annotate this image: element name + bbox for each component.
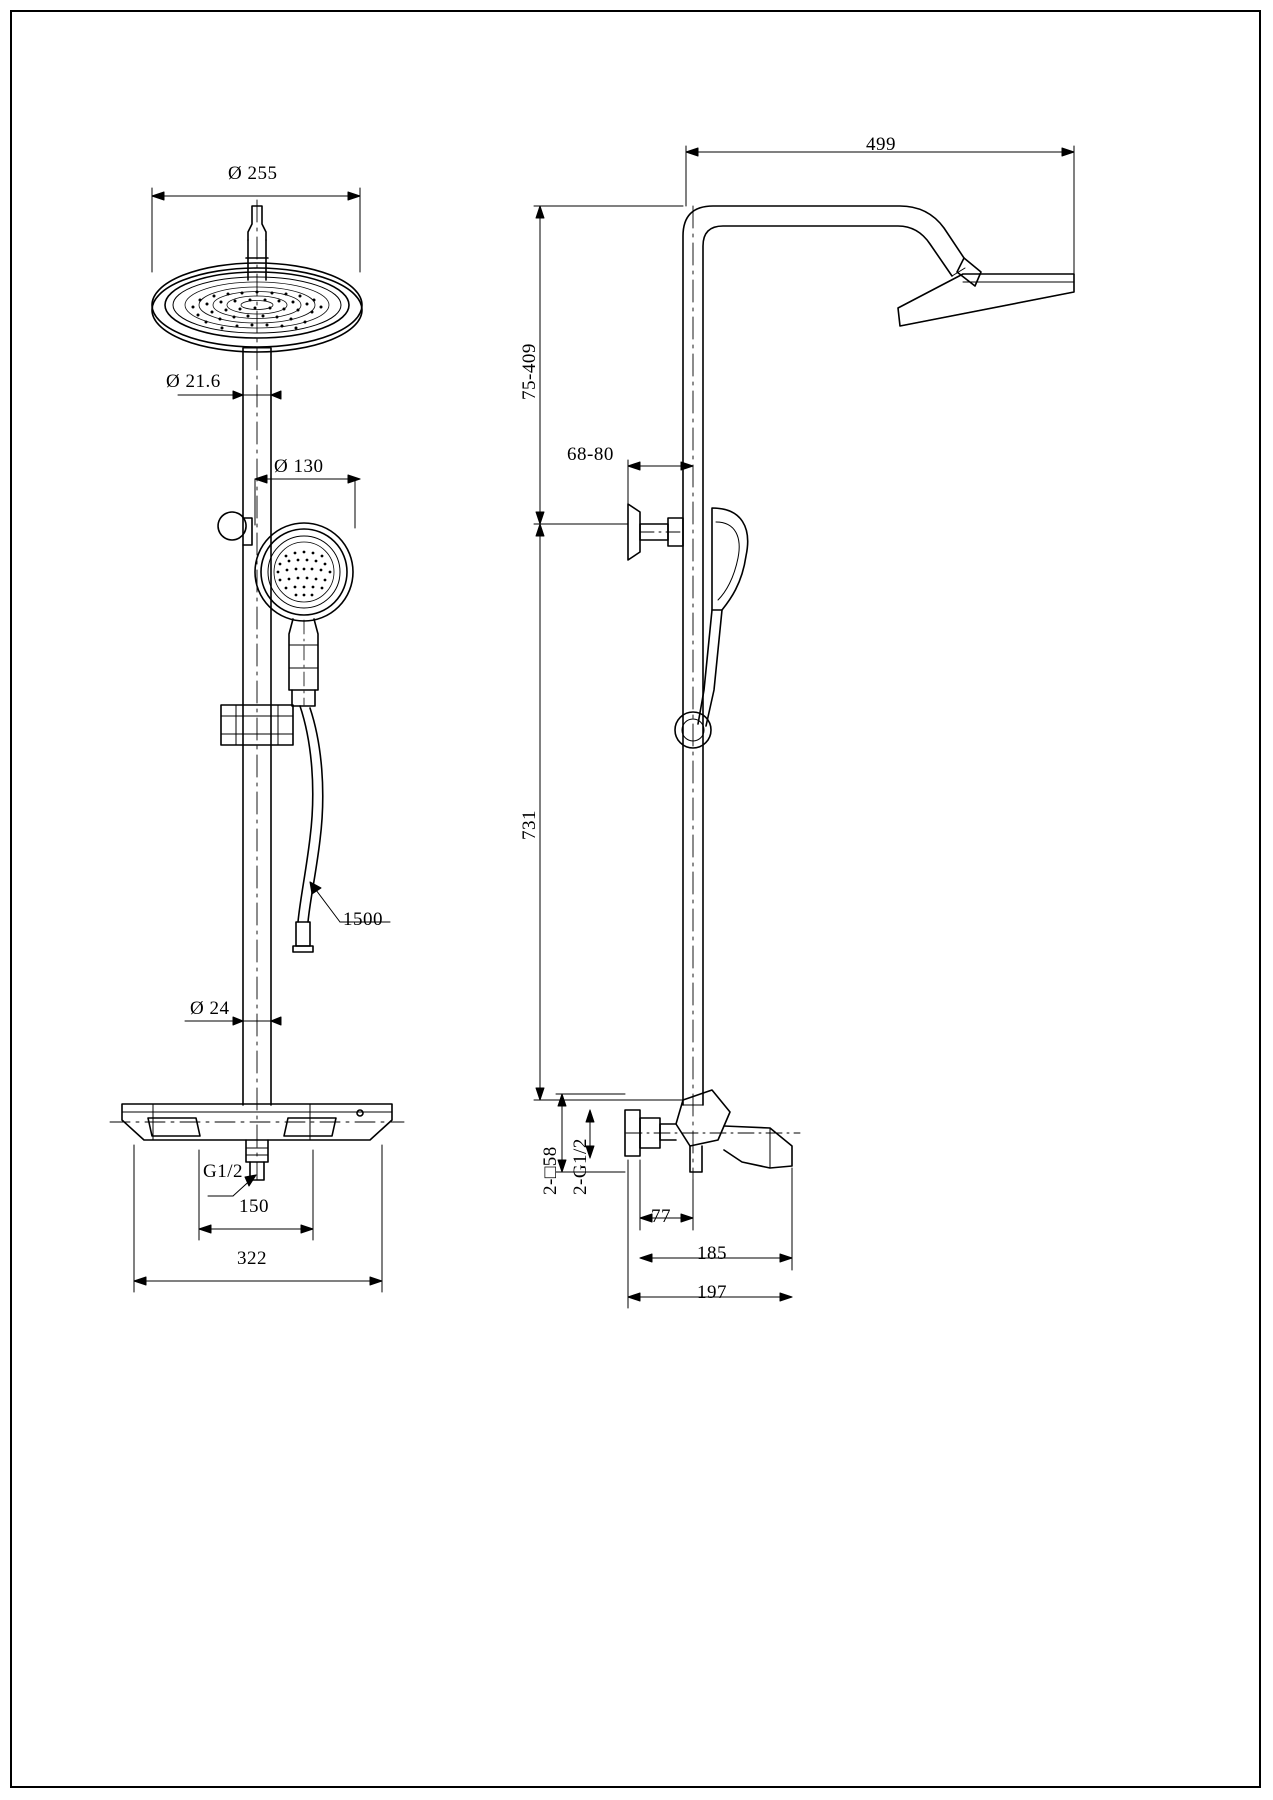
dim-overall-projection: 197 bbox=[697, 1282, 727, 1303]
dim-hose-length: 1500 bbox=[343, 909, 383, 930]
dim-inlet-thread-side: 2-G1/2 bbox=[570, 1138, 591, 1195]
dim-arm-projection: 499 bbox=[866, 134, 896, 155]
dim-head-height-range: 75-409 bbox=[519, 343, 540, 400]
dim-spout-projection: 185 bbox=[697, 1243, 727, 1264]
dim-riser-height: 731 bbox=[519, 810, 540, 840]
dim-inlet-thread-front: G1/2 bbox=[203, 1161, 243, 1182]
dim-inlet-square: 2-□58 bbox=[540, 1146, 561, 1195]
dim-body-depth: 77 bbox=[651, 1206, 671, 1227]
dim-inlet-centres: 150 bbox=[239, 1196, 269, 1217]
dim-hand-shower-diameter: Ø 130 bbox=[274, 456, 324, 477]
dim-body-width: 322 bbox=[237, 1248, 267, 1269]
dim-head-diameter: Ø 255 bbox=[228, 163, 278, 184]
dim-bracket-projection: 68-80 bbox=[567, 444, 614, 465]
dim-lower-tube-diameter: Ø 24 bbox=[190, 998, 230, 1019]
dim-upper-tube-diameter: Ø 21.6 bbox=[166, 371, 221, 392]
